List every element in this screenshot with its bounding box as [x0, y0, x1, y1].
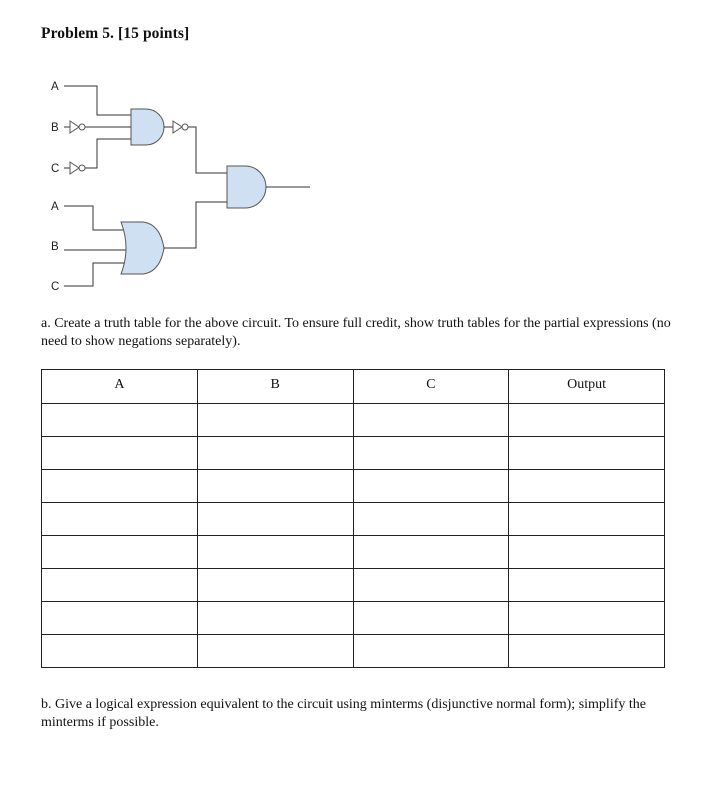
table-row [42, 437, 665, 470]
table-cell[interactable] [42, 404, 198, 437]
table-cell[interactable] [509, 635, 665, 668]
input-label-b-bottom: B [51, 241, 59, 253]
truth-table-header-row [42, 370, 665, 404]
table-cell[interactable] [197, 635, 353, 668]
table-cell[interactable] [353, 536, 509, 569]
and-gate-2-icon [227, 166, 266, 208]
table-cell[interactable] [353, 503, 509, 536]
table-cell[interactable] [197, 602, 353, 635]
table-cell[interactable] [509, 437, 665, 470]
table-cell[interactable] [42, 536, 198, 569]
table-cell[interactable] [42, 503, 198, 536]
table-cell[interactable] [509, 404, 665, 437]
and-gate-1-icon [131, 109, 164, 145]
input-label-a-bottom: A [51, 201, 59, 213]
table-row [42, 569, 665, 602]
table-cell[interactable] [509, 536, 665, 569]
question-part-b: b. Give a logical expression equivalent to the circuit using minterms (disjunctive normal form); simplify the minterms if possible. [41, 697, 646, 730]
table-cell[interactable] [353, 602, 509, 635]
table-cell[interactable] [353, 437, 509, 470]
wire-c-not-out [85, 139, 131, 168]
table-cell[interactable] [509, 602, 665, 635]
table-cell[interactable] [197, 437, 353, 470]
wire-or-out [164, 202, 227, 248]
not-gate-and1-icon [173, 121, 182, 133]
table-cell[interactable] [353, 404, 509, 437]
or-gate-icon [121, 222, 164, 274]
table-row [42, 536, 665, 569]
truth-table [41, 369, 665, 668]
table-row [42, 470, 665, 503]
header-c: C [353, 370, 509, 404]
input-label-c-bottom: C [51, 281, 60, 293]
table-cell[interactable] [197, 536, 353, 569]
table-cell[interactable] [509, 569, 665, 602]
table-cell[interactable] [42, 635, 198, 668]
wire-a-bottom [64, 206, 124, 230]
not-bubble-b-icon [79, 124, 85, 130]
table-cell[interactable] [197, 569, 353, 602]
table-cell[interactable] [197, 470, 353, 503]
input-label-b-top: B [51, 122, 59, 134]
table-row [42, 602, 665, 635]
logic-circuit-diagram [0, 0, 706, 300]
not-bubble-c-icon [79, 165, 85, 171]
header-b: B [197, 370, 353, 404]
not-gate-b-icon [70, 121, 79, 133]
table-cell[interactable] [353, 470, 509, 503]
table-cell[interactable] [42, 470, 198, 503]
table-row [42, 503, 665, 536]
input-label-c-top: C [51, 163, 60, 175]
table-cell[interactable] [197, 503, 353, 536]
table-cell[interactable] [42, 437, 198, 470]
table-row [42, 635, 665, 668]
problem-title: Problem 5. [15 points] [41, 25, 190, 42]
input-label-a-top: A [51, 81, 59, 93]
table-cell[interactable] [353, 569, 509, 602]
wire-a-top [64, 86, 131, 115]
question-part-a: a. Create a truth table for the above circuit. To ensure full credit, show truth tables for the partial expressions (no need to show negations separately). [41, 316, 671, 349]
table-cell[interactable] [42, 602, 198, 635]
table-cell[interactable] [509, 503, 665, 536]
table-cell[interactable] [197, 404, 353, 437]
not-gate-c-icon [70, 162, 79, 174]
table-row [42, 404, 665, 437]
table-cell[interactable] [42, 569, 198, 602]
wire-and1-not-out [188, 127, 227, 173]
table-cell[interactable] [353, 635, 509, 668]
table-cell[interactable] [509, 470, 665, 503]
header-output: Output [509, 370, 665, 404]
not-bubble-and1-icon [182, 124, 188, 130]
header-a: A [42, 370, 198, 404]
wire-c-bottom [64, 263, 124, 286]
